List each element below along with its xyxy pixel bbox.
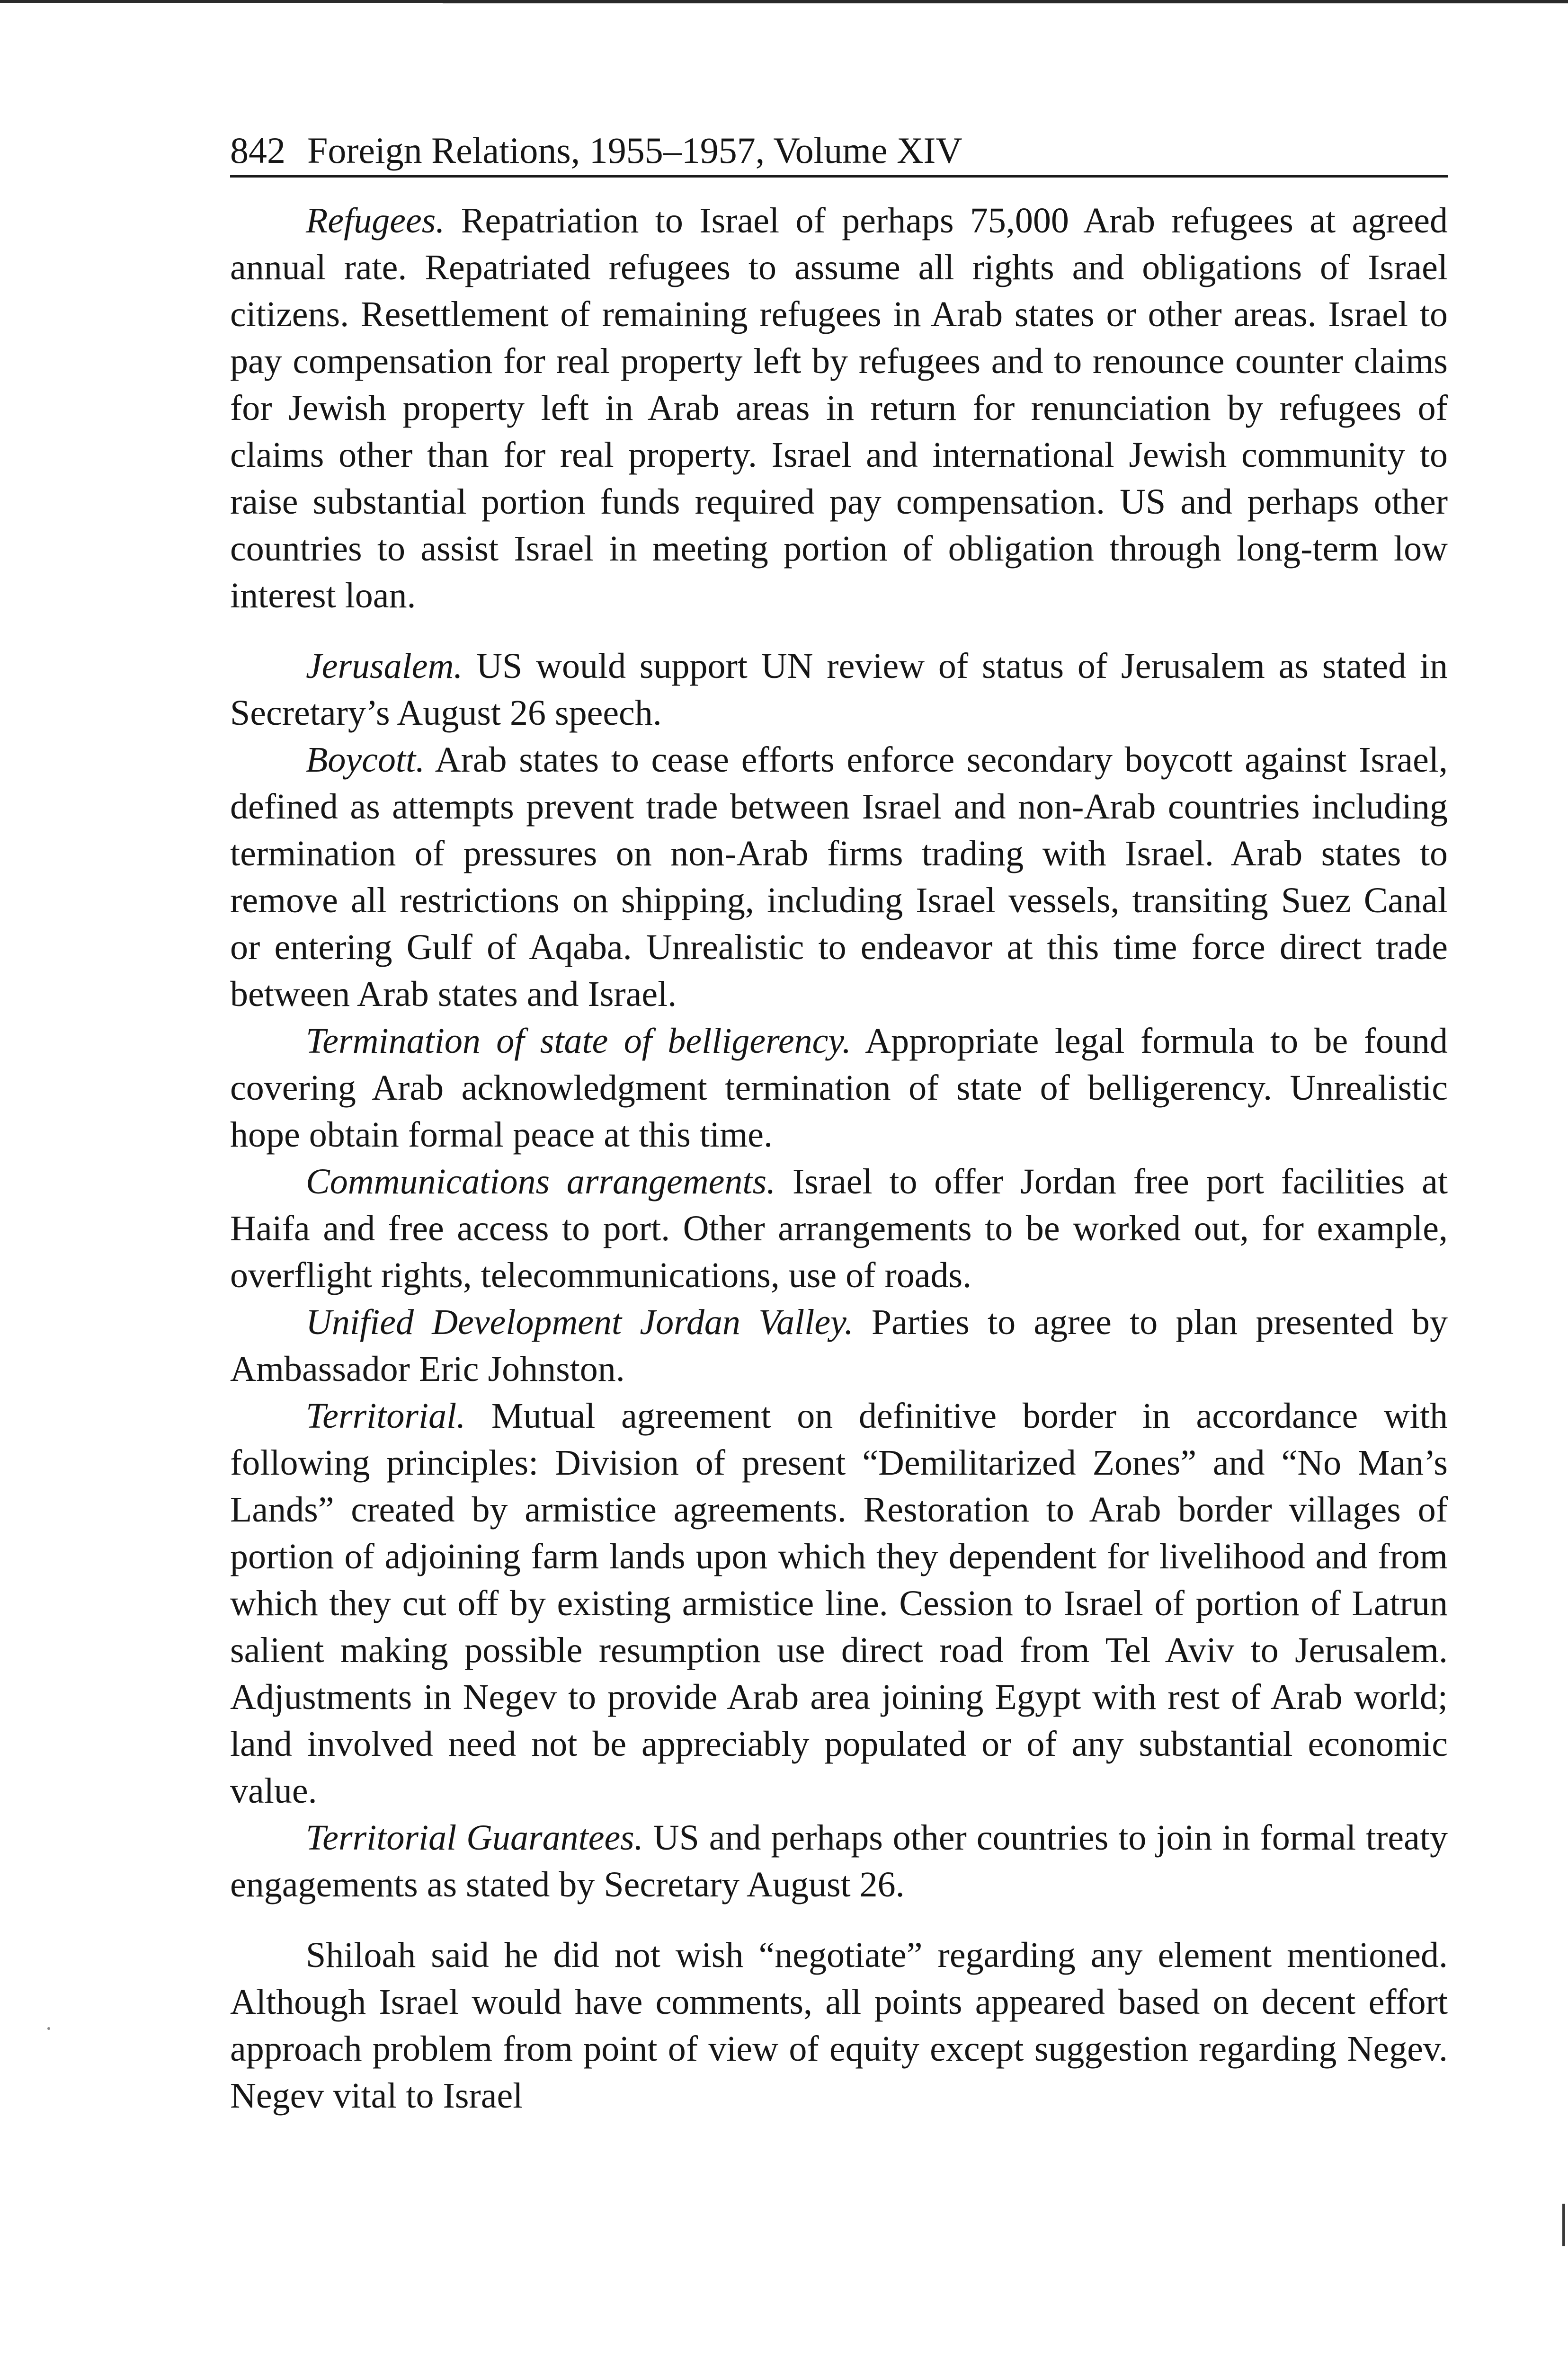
topic-heading: Territorial. xyxy=(306,1396,466,1436)
document-page xyxy=(230,128,1448,2119)
paragraph-text: Appropriate legal formula to be found covering Arab acknowledgment termination of state of belligerency. Unrealistic hope obtain formal peace at this time. xyxy=(230,1021,1448,1155)
page-number: 842 xyxy=(230,130,285,171)
topic-heading: Unified Development Jordan Valley. xyxy=(306,1302,854,1342)
paragraph-text: US and perhaps other countries to join in formal treaty engagements as stated by Secretary August 26. xyxy=(230,1818,1448,1904)
topic-heading: Communications arrangements. xyxy=(306,1162,776,1201)
paragraph-belligerency xyxy=(230,1018,1448,1158)
scan-right-edge-mark xyxy=(1562,2204,1565,2246)
paragraph-text: US would support UN review of status of Jerusalem as stated in Secretary’s August 26 speech. xyxy=(230,646,1448,733)
paragraph-text: Arab states to cease efforts enforce secondary boycott against Israel, defined as attempts prevent trade between Israel and non-Arab countries including termination of pressures on non-Arab firms trading with Israel. Arab states to remove all restrictions on shipping, including Israel vessels, transiting Suez Canal or entering Gulf of Aqaba. Unrealistic to endeavor at this time force direct trade between Arab states and Israel. xyxy=(230,740,1448,1014)
scan-top-edge xyxy=(443,3,1568,4)
topic-heading: Termination of state of belligerency. xyxy=(306,1021,851,1061)
topic-heading: Territorial Guarantees. xyxy=(306,1818,643,1858)
paragraph-boycott xyxy=(230,737,1448,1018)
paragraph-shiloah xyxy=(230,1932,1448,2119)
scan-speck xyxy=(47,2027,50,2030)
paragraph-territorial-guarantees xyxy=(230,1815,1448,1908)
topic-heading: Refugees. xyxy=(306,201,445,240)
paragraph-text: Shiloah said he did not wish “negotiate” regarding any element mentioned. Although Israel would have comments, all points appeared based on decent effort approach problem from point of view of equity except suggestion regarding Negev. Negev vital to Israel xyxy=(230,1935,1448,2116)
topic-heading: Jerusalem. xyxy=(306,646,463,686)
paragraph-text: Mutual agreement on definitive border in accordance with following principles: Division of present “Demilitarized Zones” and “No Man’s Lands” created by armistice agreements. Restoration to Arab border villages of portion of adjoining farm lands upon which they dependent for livelihood and from which they cut off by existing armistice line. Cession to Israel of portion of Latrun salient making possible resumption use direct road from Tel Aviv to Jerusalem. Adjustments in Negev to provide Arab area joining Egypt with rest of Arab world; land involved need not be appreciably populated or of any substantial economic value. xyxy=(230,1396,1448,1811)
paragraph-jerusalem xyxy=(230,643,1448,737)
publication-title: Foreign Relations, 1955–1957, Volume XIV xyxy=(307,130,962,171)
paragraph-text: Parties to agree to plan presented by Ambassador Eric Johnston. xyxy=(230,1302,1448,1389)
running-header xyxy=(230,128,1448,178)
paragraph-refugees xyxy=(230,197,1448,619)
paragraph-text: Israel to offer Jordan free port facilities at Haifa and free access to port. Other arrangements to be worked out, for example, overflight rights, telecommunications, use of roads. xyxy=(230,1162,1448,1295)
paragraph-territorial xyxy=(230,1393,1448,1815)
paragraph-jordan-valley xyxy=(230,1299,1448,1393)
topic-heading: Boycott. xyxy=(306,740,425,780)
paragraph-communications xyxy=(230,1158,1448,1299)
paragraph-text: Repatriation to Israel of perhaps 75,000 Arab refugees at agreed annual rate. Repatriated refugees to assume all rights and obligations of Israel citizens. Resettlement of remaining refugees in Arab states or other areas. Israel to pay compensation for real property left by refugees and to renounce counter claims for Jewish property left in Arab areas in return for renunciation by refugees of claims other than for real property. Israel and international Jewish community to raise substantial portion funds required pay compensation. US and perhaps other countries to assist Israel in meeting portion of obligation through long-term low interest loan. xyxy=(230,201,1448,615)
